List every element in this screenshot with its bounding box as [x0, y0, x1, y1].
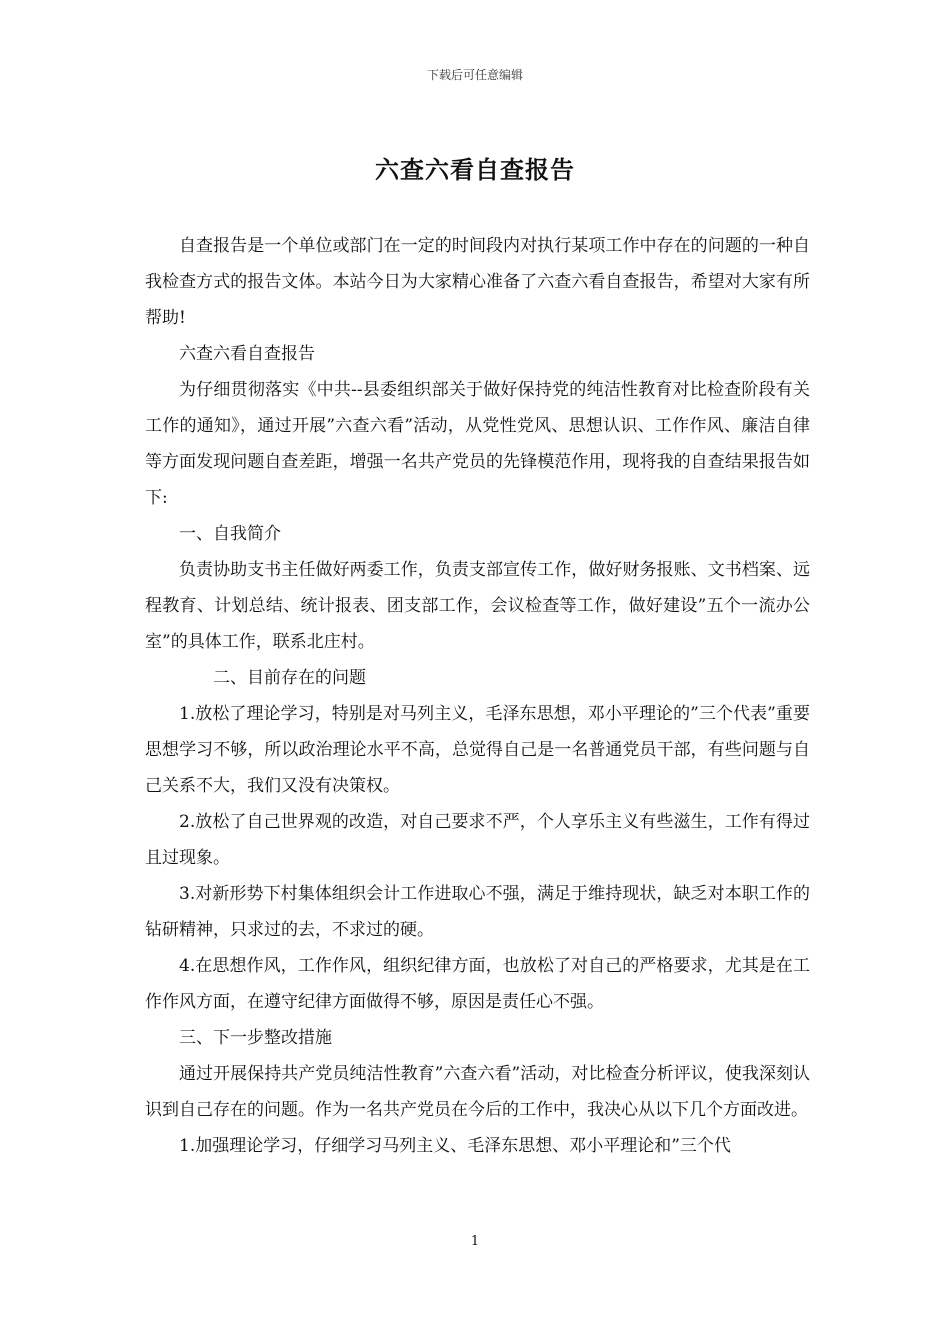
paragraph-purpose: 为仔细贯彻落实《中共--县委组织部关于做好保持党的纯洁性教育对比检查阶段有关工作的通知》，通过开展”六查六看”活动，从党性党风、思想认识、工作作风、廉洁自律等方面发现问题自查差距，增强一名共产党员的先锋模范作用，现将我的自查结果报告如下:: [145, 380, 810, 508]
paragraph-self-intro: 负责协助支书主任做好两委工作，负责支部宣传工作，做好财务报账、文书档案、远程教育、计划总结、统计报表、团支部工作，会议检查等工作，做好建设”五个一流办公室”的具体工作，联系北庄村。: [145, 560, 810, 652]
section-heading-2: 二、目前存在的问题: [213, 668, 366, 688]
paragraph-intro: 自查报告是一个单位或部门在一定的时间段内对执行某项工作中存在的问题的一种自我检查方式的报告文体。本站今日为大家精心准备了六查六看自查报告，希望对大家有所帮助!: [145, 236, 810, 328]
document-title: 六查六看自查报告: [375, 155, 575, 184]
section-heading-3: 三、下一步整改措施: [179, 1028, 332, 1048]
paragraph-problem-4: 4.在思想作风，工作作风，组织纪律方面，也放松了对自己的严格要求，尤其是在工作作风方面，在遵守纪律方面做得不够，原因是责任心不强。: [145, 956, 810, 1012]
paragraph-problem-1: 1.放松了理论学习，特别是对马列主义，毛泽东思想，邓小平理论的”三个代表”重要思想学习不够，所以政治理论水平不高，总觉得自己是一名普通党员干部，有些问题与自己关系不大，我们又没有决策权。: [145, 704, 810, 796]
paragraph-subtitle: 六查六看自查报告: [179, 344, 315, 364]
section-heading-1: 一、自我简介: [179, 524, 281, 544]
header-note: 下载后可任意编辑: [426, 68, 523, 82]
page-number: 1: [470, 1234, 480, 1249]
document-body: [145, 228, 810, 1164]
paragraph-measure-1: 1.加强理论学习，仔细学习马列主义、毛泽东思想、邓小平理论和”三个代: [179, 1136, 731, 1156]
paragraph-problem-2: 2.放松了自己世界观的改造，对自己要求不严，个人享乐主义有些滋生，工作有得过且过现象。: [145, 812, 810, 868]
paragraph-problem-3: 3.对新形势下村集体组织会计工作进取心不强，满足于维持现状，缺乏对本职工作的钻研精神，只求过的去，不求过的硬。: [145, 884, 810, 940]
paragraph-measures-intro: 通过开展保持共产党员纯洁性教育”六查六看”活动，对比检查分析评议，使我深刻认识到自己存在的问题。作为一名共产党员在今后的工作中，我决心从以下几个方面改进。: [145, 1064, 810, 1120]
